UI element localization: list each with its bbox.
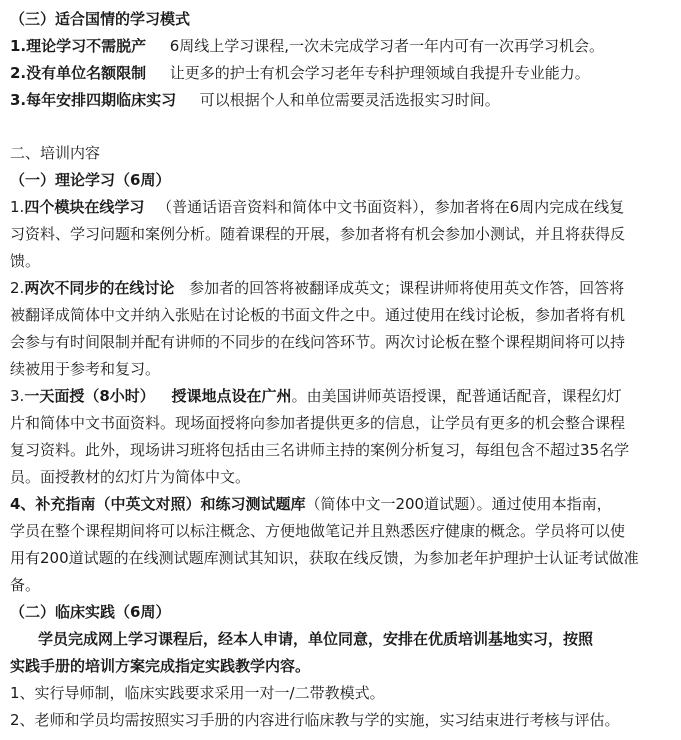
list-item xyxy=(10,33,673,60)
item-title: 2.没有单位名额限制 xyxy=(10,64,147,82)
training-location: 授课地点设在广州 xyxy=(171,387,292,405)
paragraph-line: 被翻译成简体中文并纳入张贴在讨论板的书面文件之中。通过使用在线讨论板，参加者将有机 xyxy=(10,306,626,324)
paragraph-line: 习资料、学习问题和案例分析。随着课程的开展，参加者将有机会参加小测试，并且将获得反 xyxy=(10,225,626,243)
item-title: 两次不同步的在线讨论 xyxy=(24,279,175,297)
item-title: 1.理论学习不需脱产 xyxy=(10,37,147,55)
list-item xyxy=(10,87,673,114)
paragraph-line: 学员完成网上学习课程后，经本人申请，单位同意，安排在优质培训基地实习，按照 xyxy=(38,630,594,648)
paragraph-line xyxy=(10,491,673,518)
item-text: （普通话语音资料和简体中文书面资料），参加者将在6周内完成在线复 xyxy=(157,198,625,216)
paragraph-line xyxy=(10,275,673,302)
item-title: 四个模块在线学习 xyxy=(24,198,145,216)
spacer xyxy=(10,114,673,140)
paragraph-line: 片和简体中文书面资料。现场面授将向参加者提供更多的信息，让学员有更多的机会整合课程 xyxy=(10,414,626,432)
item-text: 可以根据个人和单位需要灵活选报实习时间。 xyxy=(199,91,500,109)
list-item xyxy=(10,60,673,87)
paragraph-line: 实践手册的培训方案完成指定实践教学内容。 xyxy=(10,657,311,675)
paragraph-line: 馈。 xyxy=(10,252,41,270)
paragraph-line xyxy=(10,194,673,221)
list-item: 1、实行导师制，临床实践要求采用一对一/二带教模式。 xyxy=(10,684,385,702)
paragraph-line: 用有200道试题的在线测试题库测试其知识，获取在线反馈，为参加老年护理护士认证考试做准 xyxy=(10,549,639,567)
section-heading-learning-mode: （三）适合国情的学习模式 xyxy=(10,10,191,28)
item-prefix: 3. xyxy=(10,387,25,405)
paragraph-line: 备。 xyxy=(10,576,41,594)
item-prefix: 1. xyxy=(10,198,25,216)
paragraph-line: 员。面授教材的幻灯片为简体中文。 xyxy=(10,468,251,486)
paragraph-line: 会参与有时间限制并配有讲师的不同步的在线问答环节。两次讨论板在整个课程期间将可以持 xyxy=(10,333,626,351)
paragraph-line: 续被用于参考和复习。 xyxy=(10,360,161,378)
list-item: 2、老师和学员均需按照实习手册的内容进行临床教与学的实施，实习结束进行考核与评估。 xyxy=(10,711,620,729)
item-text: 参加者的回答将被翻译成英文；课程讲师将使用英文作答，回答将 xyxy=(189,279,625,297)
subsection-heading-theory: （一）理论学习（6周） xyxy=(10,171,171,189)
item-title: 一天面授（8小时） xyxy=(24,387,155,405)
paragraph-line: 复习资料。此外，现场讲习班将包括由三名讲师主持的案例分析复习，每组包含不超过35名学 xyxy=(10,441,630,459)
item-title: 3.每年安排四期临床实习 xyxy=(10,91,177,109)
item-text: （简体中文一200道试题）。通过使用本指南， xyxy=(305,495,612,513)
item-prefix: 2. xyxy=(10,279,25,297)
item-text: 6周线上学习课程,一次未完成学习者一年内可有一次再学习机会。 xyxy=(169,37,605,55)
item-text: 。由美国讲师英语授课，配普通话配音，课程幻灯 xyxy=(291,387,622,405)
paragraph-line: 学员在整个课程期间将可以标注概念、方便地做笔记并且熟悉医疗健康的概念。学员将可以使 xyxy=(10,522,626,540)
item-text: 让更多的护士有机会学习老年专科护理领域自我提升专业能力。 xyxy=(169,64,590,82)
item-title: 4、补充指南（中英文对照）和练习测试题库 xyxy=(10,495,306,513)
section-heading-training-content: 二、培训内容 xyxy=(10,144,101,162)
paragraph-line xyxy=(10,383,673,410)
subsection-heading-clinical: （二）临床实践（6周） xyxy=(10,603,171,621)
